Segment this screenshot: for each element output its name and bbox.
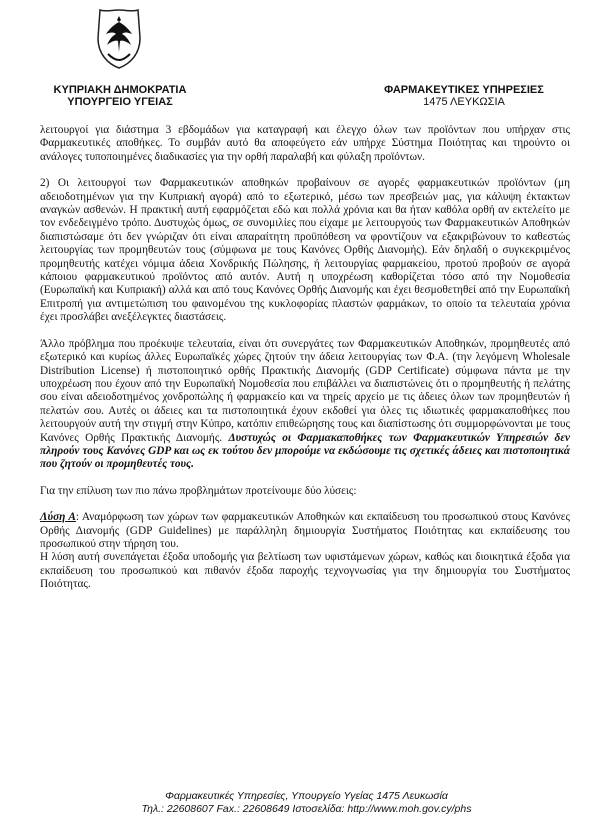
- page-footer: [0, 790, 613, 816]
- paragraph-2: 2) Οι λειτουργοί των Φαρμακευτικών αποθηκών προβαίνουν σε αγορές φαρμακευτικών προϊόντων (μη αδειοδοτημένων για την Κυπριακή αγορά) από το εξωτερικό, μέσω των πρεσβειών μας, για κάλυψη έκτακτων αναγκών ασθενών. Η πρακτική αυτή εφαρμόζεται εδώ και πολλά χρόνια και θα ήταν καθόλα ορθή αν εκτελείτο με τον ενδεδειγμένο τρόπο. Δυστυχώς όμως, σε συνομιλίες που είχαμε με λειτουργούς των Φαρμακευτικών Αποθηκών διαπιστώσαμε ότι δεν γνώριζαν ότι είναι απαραίτητη προϋπόθεση να φροντίζουν να εξακριβώνουν το καθεστώς λειτουργίας των προμηθευτών τους (σύμφωνα με τους Κανόνες Ορθής Διανομής). Εάν δηλαδή ο συγκεκριμένος προμηθευτής κατέχει νόμιμα άδεια Χονδρικής Πώλησης, ή λειτουργίας φαρμακείου, προτού προβούν σε αγορά κάποιου φαρμακευτικού προϊόντος από αυτόν. Αυτή η υποχρέωση καθορίζεται τόσο από την Νομοθεσία (Ευρωπαϊκή και Κυπριακή) αλλά και από τους Κανόνες Ορθής Διανομής και έχει θεσμοθετηθεί από την Ευρωπαϊκή Επιτροπή για αντιμετώπιση του φαινομένου της κυκλοφορίας πλαστών φαρμάκων, το οποίο τα τελευταία χρόνια έχει προσλάβει ανεξέλεγκτες διαστάσεις.: [40, 177, 570, 324]
- paragraph-1: λειτουργοί για διάστημα 3 εβδομάδων για καταγραφή και έλεγχο όλων των προϊόντων που υπήρχαν στις Φαρμακευτικές αποθήκες. Το συμβάν αυτό θα αποφεύγετο εάν υπήρχε Σύστημα Ποιότητας και τηρούντο οι ανάλογες τυποποιημένες διαδικασίες για την ορθή παραλαβή και φύλαξη προϊόντων.: [40, 124, 570, 163]
- ministry-name: ΥΠΟΥΡΓΕΙΟ ΥΓΕΙΑΣ: [67, 96, 173, 108]
- footer-contact: Τηλ.: 22608607 Fax.: 22608649 Ιστοσελίδα: http://www.moh.gov.cy/phs: [141, 803, 472, 815]
- solution-a-text: : Αναμόρφωση των χώρων των φαρμακευτικών Αποθηκών και εκπαίδευση του προσωπικού στους Κανόνες Ορθής Διανομής (GDP Guidelines) με παράλληλη δημιουργία Συστήματος Ποιότητας και εκπαίδευσης του προσωπικού στην τήρηση του.: [40, 511, 570, 550]
- paragraph-3-emphasis: Δυστυχώς οι Φαρμακαποθήκες των Φαρμακευτικών Υπηρεσιών δεν πληρούν τους Κανόνες GDP και ως εκ τούτου δεν μπορούμε να εκδώσουμε τις σχετικές άδειες και πιστοποιητικά που ζητούν οι προμηθευτές τους.: [40, 431, 570, 471]
- solution-a-label: Λύση Α: [40, 511, 76, 524]
- ministry-header: [40, 84, 200, 108]
- paragraph-3: [40, 338, 570, 472]
- department-header: [354, 84, 574, 108]
- footer-address: Φαρμακευτικές Υπηρεσίες, Υπουργείο Υγείας 1475 Λευκωσία: [165, 790, 448, 802]
- paragraph-3-text: Άλλο πρόβλημα που προέκυψε τελευταία, είναι ότι συνεργάτες των Φαρμακευτικών Αποθηκών, προμηθευτές από εξωτερικό και κυρίως άλλες Ευρωπαϊκές χώρες ζητούν την άδεια λειτουργίας των Φ.Α. (την λεγόμενη Wholesale Distribution License) ή πιστοποιητικό ορθής Πρακτικής Διανομής (GDP Certificate) σύμφωνα πάντα με την υποχρέωση που έχουν από την Ευρωπαϊκή Νομοθεσία που επιβάλλει να διαπιστώνεις ότι ο προμηθευτής ή πελάτης σου είναι αδειοδοτημένος χονδροπώλης ή φαρμακείο και να τηρείς αρχείο με τις άδειες όλων των προμηθευτών ή πελατών σου. Αυτές οι άδειες και τα πιστοποιητικά έχουν εκδοθεί για όλες τις ιδιωτικές φαρμακαποθήκες που λειτουργούν αυτή την στιγμή στην Κύπρο, κατόπιν επιθεώρησης τους και διαπίστωσης ότι συμμορφώνονται με τους Κανόνες Ορθής Πρακτικής Διανομής.: [40, 337, 570, 444]
- letter-body: [40, 124, 570, 592]
- department-name: ΦΑΡΜΑΚΕΥΤΙΚΕΣ ΥΠΗΡΕΣΙΕΣ: [384, 84, 544, 96]
- paragraph-4: Για την επίλυση των πιο πάνω προβλημάτων προτείνουμε δύο λύσεις:: [40, 484, 357, 497]
- country-name: ΚΥΠΡΙΑΚΗ ΔΗΜΟΚΡΑΤΙΑ: [53, 84, 187, 96]
- department-address: 1475 ΛΕΥΚΩΣΙΑ: [423, 96, 505, 108]
- cyprus-emblem-icon: [96, 8, 142, 70]
- paragraph-6: Η λύση αυτή συνεπάγεται έξοδα υποδομής για βελτίωση των υφιστάμενων χώρων, καθώς και διοικητικά έξοδα για εκπαίδευση του προσωπικού και πιθανόν έξοδα παροχής τεχνογνωσίας για την δημιουργία του Συστήματος Ποιότητας.: [40, 551, 570, 591]
- solution-a: [40, 511, 570, 551]
